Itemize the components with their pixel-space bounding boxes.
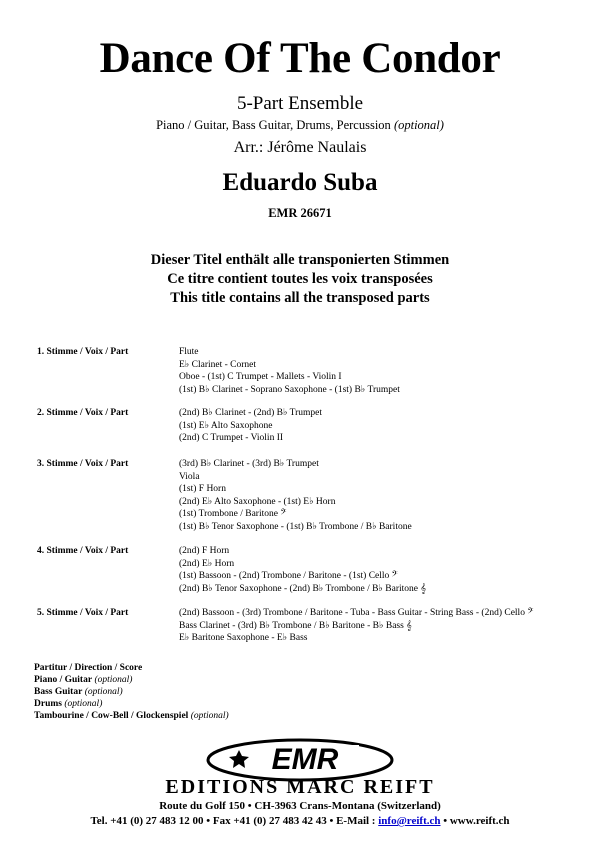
instrument-line: (1st) Bassoon - (2nd) Trombone / Baritone - (1st) Cello 𝄢 (179, 571, 398, 582)
extra-part-name: Bass Guitar (34, 687, 83, 698)
instrument-line: (1st) F Horn (179, 484, 226, 495)
instrument-line: (2nd) F Horn (179, 546, 230, 556)
extra-part (34, 698, 229, 710)
instrument-line: (1st) B♭ Tenor Saxophone - (1st) B♭ Trombone / B♭ Baritone (179, 521, 412, 532)
extra-part (34, 710, 229, 722)
extra-part (34, 686, 229, 698)
publisher-name: EDITIONS MARC REIFT (165, 776, 435, 798)
instrumentation-text: Piano / Guitar, Bass Guitar, Drums, Percussion (156, 118, 391, 132)
instrument-line: E♭ Baritone Saxophone - E♭ Bass (179, 633, 308, 644)
notice-french: Ce titre contient toutes les voix transposées (167, 271, 433, 287)
instrument-line: (3rd) B♭ Clarinet - (3rd) B♭ Trumpet (179, 459, 319, 469)
logo-text: EMR (271, 743, 339, 776)
instrument-line: Viola (179, 471, 200, 482)
part-1-label: 1. Stimme / Voix / Part (37, 347, 129, 357)
part-3-label: 3. Stimme / Voix / Part (37, 459, 129, 469)
extra-part-note: (optional) (84, 687, 123, 698)
part-4-instruments (179, 545, 426, 595)
arranger: Arr.: Jérôme Naulais (233, 139, 367, 156)
instrument-line: (2nd) E♭ Alto Saxophone - (1st) E♭ Horn (179, 496, 336, 507)
notice-english: This title contains all the transposed parts (170, 290, 430, 306)
extra-part-note: (optional) (64, 699, 103, 710)
part-5-label: 5. Stimme / Voix / Part (37, 608, 129, 618)
instrument-line: Oboe - (1st) C Trumpet - Mallets - Violin I (179, 372, 342, 383)
instrument-line: (2nd) B♭ Clarinet - (2nd) B♭ Trumpet (179, 408, 323, 418)
star-icon (229, 750, 249, 768)
instrument-line: Bass Clarinet - (3rd) B♭ Trombone / B♭ Baritone - B♭ Bass 𝄞 (179, 620, 412, 631)
instrument-line: (2nd) B♭ Tenor Saxophone - (2nd) B♭ Trombone / B♭ Baritone 𝄞 (179, 583, 426, 594)
notice-german: Dieser Titel enthält alle transponierten Stimmen (150, 252, 450, 268)
instrumentation (0, 117, 600, 133)
contact-prefix: Tel. +41 (0) 27 483 12 00 • Fax +41 (0) 27 483 42 43 • E-Mail : (90, 815, 379, 827)
extra-part (34, 662, 229, 674)
title: Dance Of The Condor (99, 35, 501, 82)
part-3-instruments (179, 458, 412, 534)
part-1-instruments (179, 346, 400, 396)
part-4-label: 4. Stimme / Voix / Part (37, 546, 129, 556)
instrument-line: E♭ Clarinet - Cornet (179, 359, 257, 370)
extra-part-name: Piano / Guitar (34, 675, 93, 686)
extra-part-note: (optional) (190, 711, 229, 722)
composer: Eduardo Suba (222, 169, 378, 196)
instrument-line: (2nd) E♭ Horn (179, 558, 235, 569)
catalog-number: EMR 26671 (268, 206, 332, 220)
part-5-instruments (179, 607, 533, 645)
part-2-instruments (179, 407, 322, 445)
instrument-line: (2nd) Bassoon - (3rd) Trombone / Baritone - Tuba - Bass Guitar - String Bass - (2nd) Cello 𝄢 (179, 608, 534, 618)
instrument-line: (2nd) C Trumpet - Violin II (179, 433, 284, 444)
extra-part-name: Drums (34, 699, 62, 710)
extra-parts-list (34, 662, 229, 722)
instrumentation-optional: (optional) (393, 118, 444, 132)
publisher-address: Route du Golf 150 • CH-3963 Crans-Montana (Switzerland) (159, 800, 441, 812)
instrument-line: (1st) B♭ Clarinet - Soprano Saxophone - (1st) B♭ Trumpet (179, 384, 400, 395)
instrument-line: Flute (179, 347, 199, 357)
email-link[interactable]: info@reift.ch (378, 815, 441, 827)
contact-suffix: • www.reift.ch (440, 815, 510, 827)
extra-part-name: Partitur / Direction / Score (34, 663, 143, 673)
part-2-label: 2. Stimme / Voix / Part (37, 408, 129, 418)
instrument-line: (1st) E♭ Alto Saxophone (179, 420, 273, 431)
extra-part-note: (optional) (94, 675, 133, 686)
publisher-contact (0, 814, 600, 828)
subtitle: 5-Part Ensemble (236, 93, 364, 114)
extra-part (34, 674, 229, 686)
extra-part-name: Tambourine / Cow-Bell / Glockenspiel (34, 711, 189, 722)
instrument-line: (1st) Trombone / Baritone 𝄢 (179, 509, 287, 520)
